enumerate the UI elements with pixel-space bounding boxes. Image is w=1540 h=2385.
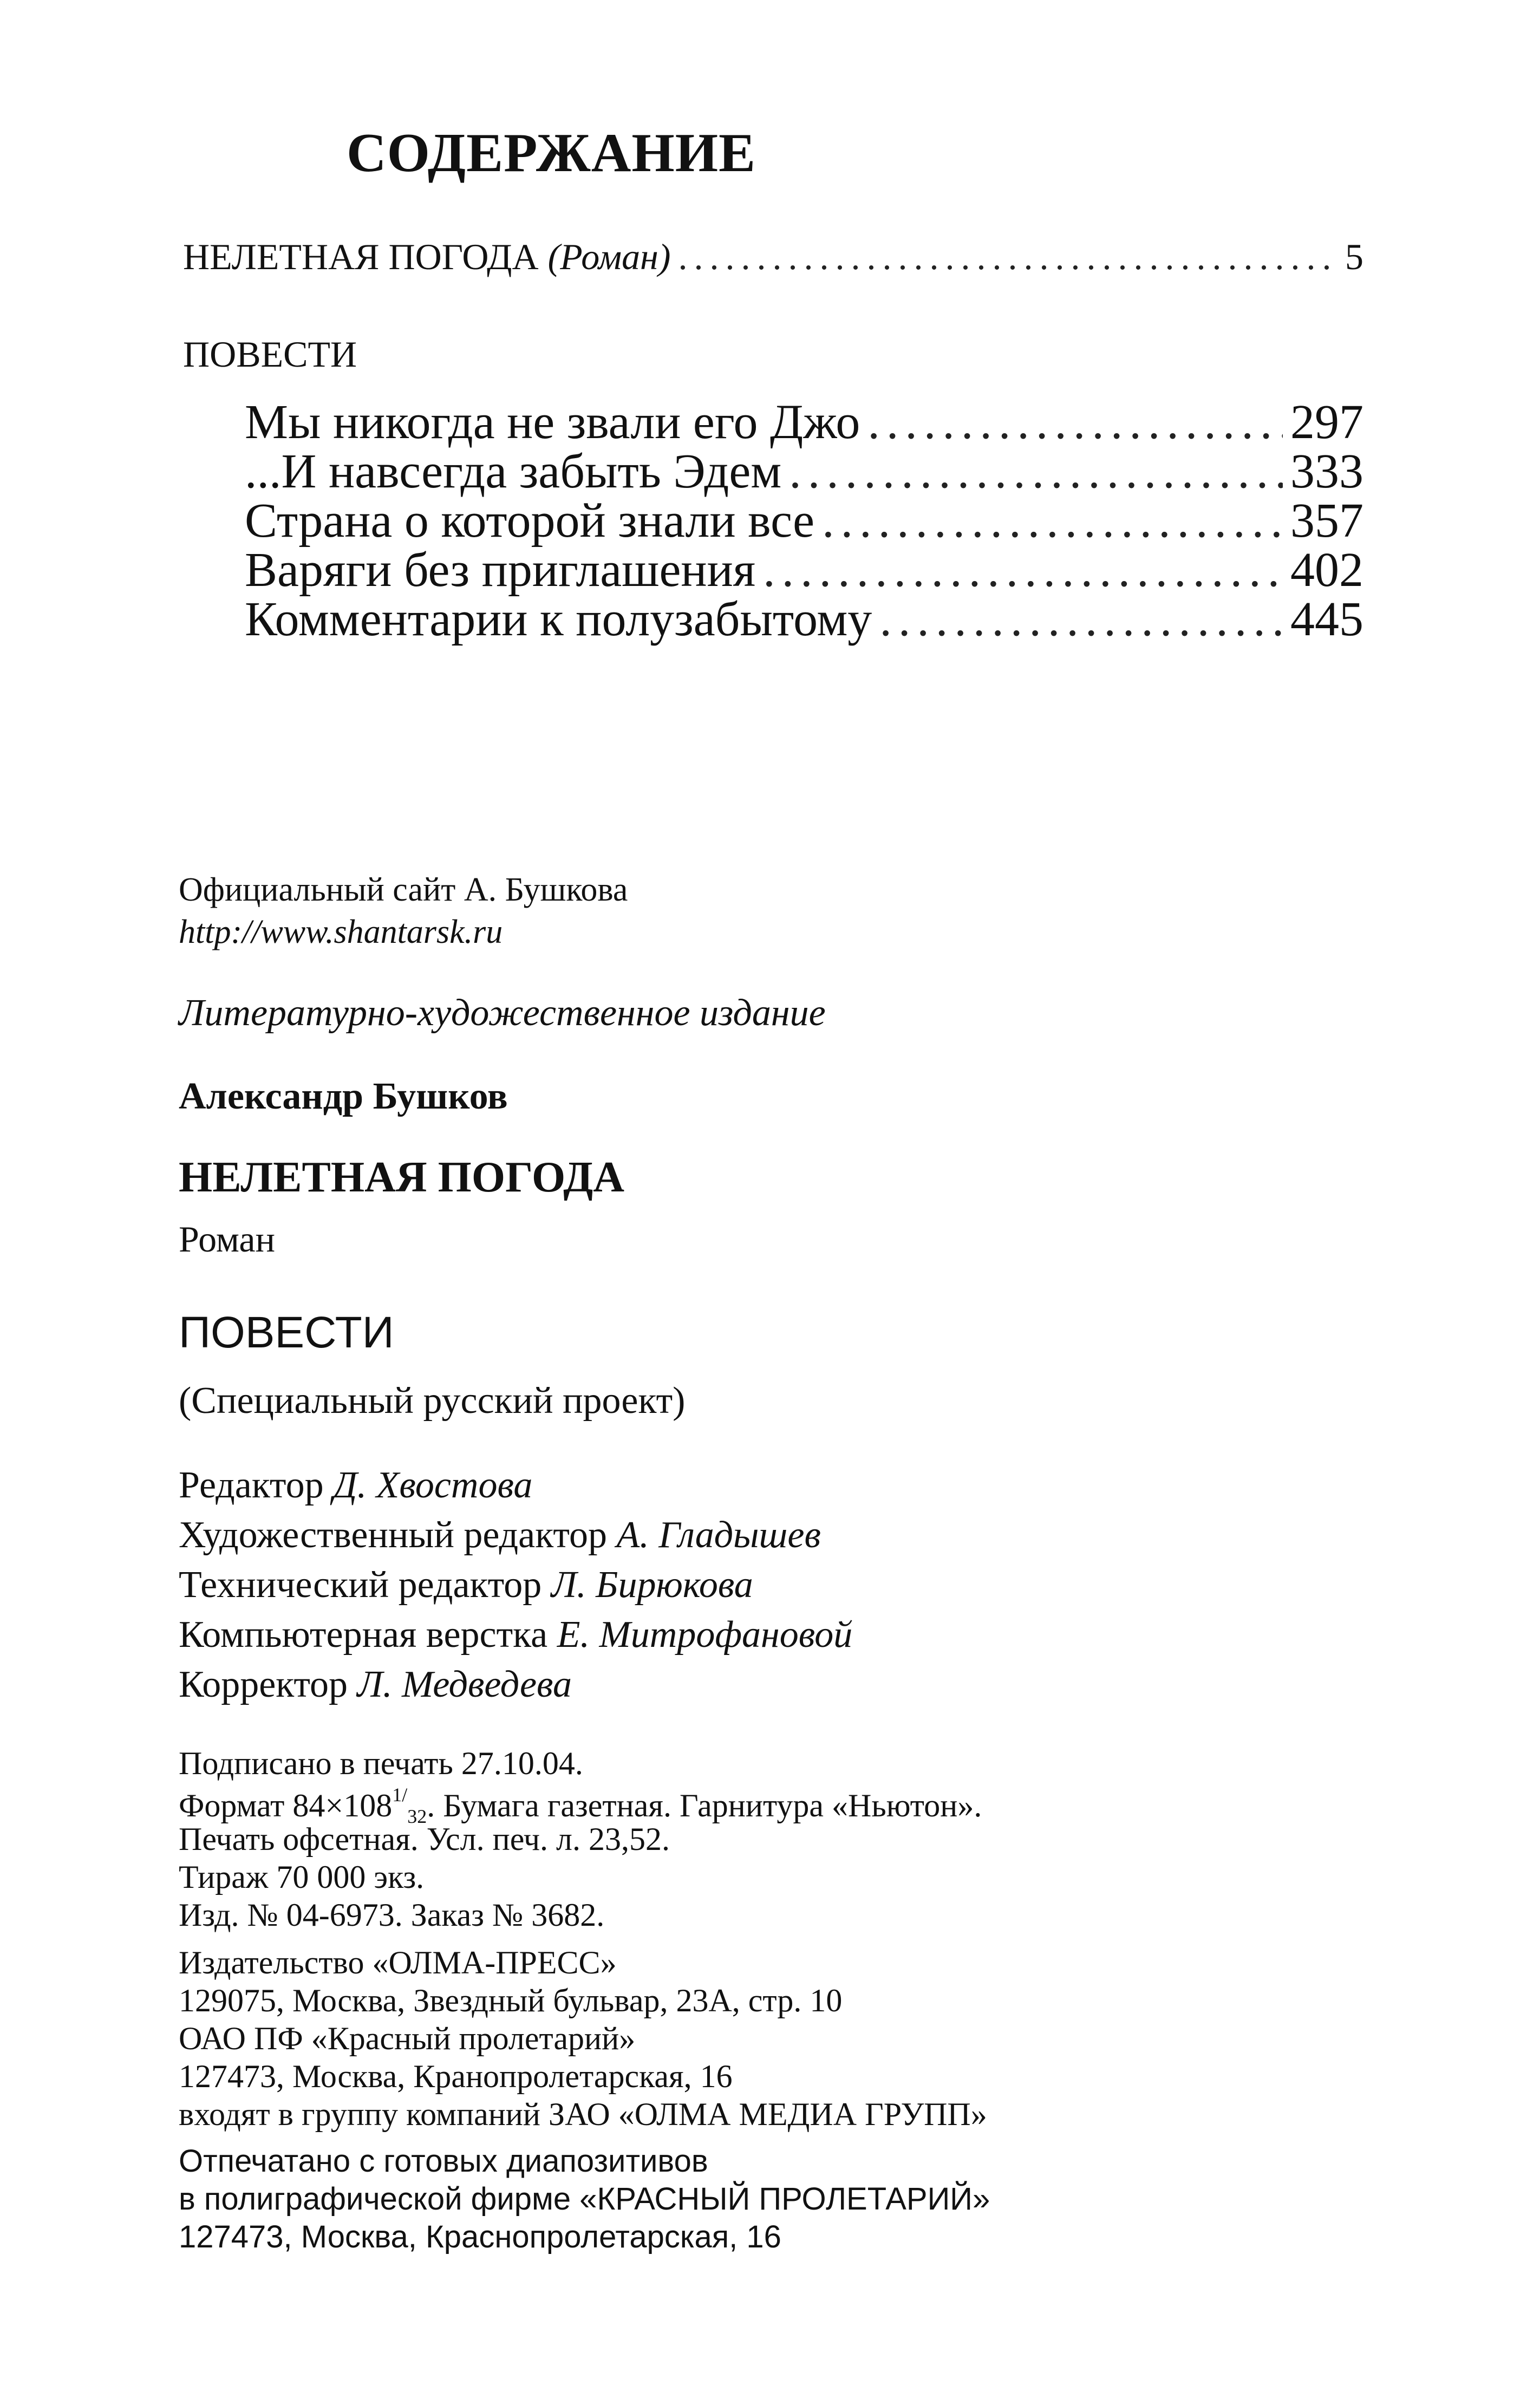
toc-entry-label: ...И навсегда забыть Эдем (245, 445, 782, 498)
imprint-run: Тираж 70 000 экз. (179, 1859, 425, 1895)
dot-leader (678, 238, 1337, 275)
format-sup: 1/ (392, 1784, 408, 1806)
dot-leader (867, 398, 1283, 447)
toc-entry[interactable] (245, 494, 1363, 548)
credit-role: Художественный редактор (179, 1514, 607, 1556)
dot-leader (822, 497, 1283, 545)
publisher-line: Издательство «ОЛМА-ПРЕСС» (179, 1945, 617, 1980)
toc-entry-label: НЕЛЕТНАЯ ПОГОДА (183, 236, 539, 277)
toc-page-number: 357 (1290, 494, 1363, 548)
author-name: Александр Бушков (179, 1076, 508, 1117)
publisher-line: 127473, Москва, Кранопролетарская, 16 (179, 2058, 733, 2094)
toc-entry[interactable] (245, 395, 1363, 449)
toc-page-number: 333 (1290, 445, 1363, 498)
edition-type: Литературно-художественное издание (179, 992, 826, 1034)
imprint-print: Печать офсетная. Усл. печ. л. 23,52. (179, 1821, 670, 1857)
format-sub: 32 (407, 1806, 427, 1827)
credit-name: Л. Медведева (357, 1664, 572, 1705)
contents-title: СОДЕРЖАНИЕ (347, 122, 756, 184)
toc-page-number: 402 (1290, 543, 1363, 597)
dot-leader (789, 447, 1283, 496)
credit-role: Компьютерная верстка (179, 1614, 548, 1656)
dot-leader (879, 595, 1283, 644)
credit-line (179, 1464, 533, 1506)
imprint-format (179, 1785, 982, 1826)
printed-line: 127473, Москва, Краснопролетарская, 16 (179, 2219, 781, 2254)
toc-entry[interactable] (245, 592, 1363, 646)
credit-name: А. Гладышев (616, 1514, 821, 1556)
credit-role: Редактор (179, 1464, 324, 1506)
imprint-order: Изд. № 04-6973. Заказ № 3682. (179, 1897, 605, 1933)
site-url[interactable]: http://www.shantarsk.ru (179, 914, 503, 950)
printed-line: в полиграфической фирме «КРАСНЫЙ ПРОЛЕТАРИЙ» (179, 2181, 990, 2217)
toc-entry[interactable] (245, 447, 1363, 496)
toc-page-number: 5 (1345, 236, 1363, 277)
povesti-title: ПОВЕСТИ (179, 1308, 394, 1357)
publisher-line: входят в группу компаний ЗАО «ОЛМА МЕДИА ГРУПП» (179, 2096, 987, 2132)
toc-entry[interactable] (245, 543, 1363, 597)
format-prefix: Формат 84×108 (179, 1788, 393, 1823)
toc-entry-label: Комментарии к полузабытому (245, 592, 872, 646)
dot-leader (763, 546, 1283, 595)
publisher-line: 129075, Москва, Звездный бульвар, 23А, стр. 10 (179, 1983, 843, 2018)
project-note: (Специальный русский проект) (179, 1380, 686, 1422)
credit-line (179, 1566, 753, 1604)
toc-page-number: 297 (1290, 395, 1363, 449)
toc-entry-label: Мы никогда не звали его Джо (245, 395, 860, 449)
credit-name: Е. Митрофановой (557, 1614, 853, 1656)
toc-entry-main[interactable] (183, 238, 1363, 275)
genre: Роман (179, 1218, 275, 1260)
format-suffix: . Бумага газетная. Гарнитура «Ньютон». (427, 1788, 982, 1823)
credit-role: Технический редактор (179, 1564, 542, 1606)
credit-name: Л. Бирюкова (551, 1564, 753, 1606)
credit-line (179, 1516, 821, 1554)
credit-line (179, 1666, 572, 1704)
section-label-povesti: ПОВЕСТИ (183, 334, 357, 375)
publisher-line: ОАО ПФ «Красный пролетарий» (179, 2021, 636, 2056)
toc-entry-note: (Роман) (547, 236, 671, 277)
toc-entry-label: Варяги без приглашения (245, 543, 756, 597)
book-title: НЕЛЕТНАЯ ПОГОДА (179, 1154, 625, 1201)
imprint-signed: Подписано в печать 27.10.04. (179, 1745, 583, 1781)
printed-line: Отпечатано с готовых диапозитивов (179, 2143, 708, 2179)
credit-name: Д. Хвостова (333, 1464, 533, 1506)
credit-line (179, 1616, 852, 1654)
credit-role: Корректор (179, 1664, 348, 1705)
site-label: Официальный сайт А. Бушкова (179, 871, 628, 908)
toc-entry-label: Страна о которой знали все (245, 494, 815, 548)
toc-page-number: 445 (1290, 592, 1363, 646)
